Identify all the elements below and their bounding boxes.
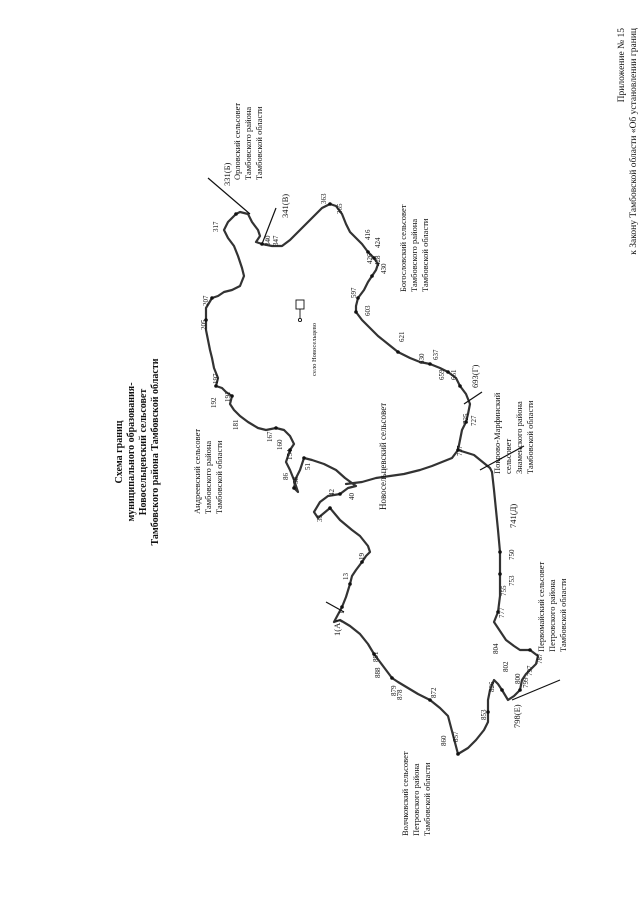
title-line-3: Новосельцевский сельсовет: [138, 388, 149, 516]
junction-label-1a: 1(А): [332, 619, 342, 636]
point-label: 19: [358, 553, 366, 560]
neighbor-andreevsky-line-1: Андреевский сельсовет: [192, 428, 202, 514]
point-label: 597: [350, 287, 358, 298]
neighbor-andreevsky-line-2: Тамбовского района: [203, 440, 213, 514]
point-label: 424: [374, 237, 382, 248]
neighbor-volchkovsky-line-3: Тамбовской области: [422, 762, 432, 836]
neighbor-volchkovsky-line-2: Петровского района: [411, 763, 421, 836]
vertex-dots: [204, 202, 532, 756]
title-line-4: Тамбовского района Тамбовской области: [150, 358, 161, 546]
point-label: 33: [316, 515, 324, 522]
neighbor-pervomaysky-line-2: Петровского района: [547, 579, 557, 652]
neighbor-bogoslovsky-line-3: Тамбовской области: [420, 218, 430, 292]
neighbor-pokrovo-line-4: Тамбовской области: [525, 400, 535, 474]
point-label: 86: [282, 473, 290, 480]
neighbor-pervomaysky-line-1: Первомайский сельсовет: [536, 561, 546, 652]
junction-label-331b: 331(Б): [222, 162, 232, 186]
point-label: 891: [372, 651, 380, 662]
point-label: 755: [500, 585, 508, 596]
village-label: село Новосельцево: [311, 322, 318, 376]
point-label: 347: [272, 235, 280, 246]
point-label: 58: [292, 477, 300, 484]
annex-line-2: к Закону Тамбовской области «Об установлении границ: [629, 28, 639, 255]
neighbor-pervomaysky: [536, 562, 568, 652]
annex-line-1: Приложение № 15: [617, 28, 627, 103]
point-label: 802: [502, 661, 510, 672]
point-label: 727: [470, 415, 478, 426]
point-label: 872: [430, 687, 438, 698]
point-label: 197: [212, 373, 220, 384]
title-line-1: Схема границ: [114, 420, 125, 484]
point-label: 167: [266, 431, 274, 442]
point-label: 154: [286, 449, 294, 460]
point-label: 13: [342, 573, 350, 580]
neighbor-pokrovo-line-1: Покрово-Марфинский: [492, 392, 502, 474]
neighbor-bogoslovsky-line-2: Тамбовского района: [409, 218, 419, 292]
neighbor-bogoslovsky-line-1: Богословский сельсовет: [398, 204, 408, 292]
point-label: 659: [438, 369, 446, 380]
neighbor-pervomaysky-line-3: Тамбовской области: [558, 578, 568, 652]
point-label: 416: [364, 229, 372, 240]
point-label: 804: [492, 643, 500, 654]
point-label: 853: [480, 709, 488, 720]
point-label: 630: [418, 353, 426, 364]
neighbor-andreevsky-line-3: Тамбовской области: [214, 440, 224, 514]
point-label: 603: [364, 305, 372, 316]
point-label: 753: [508, 575, 516, 586]
neighbor-oryol: [232, 103, 264, 180]
point-label: 430: [380, 263, 388, 274]
scheme-title: [114, 358, 161, 545]
point-label: 787: [536, 653, 544, 664]
annex-header: [617, 27, 640, 255]
point-label: 191: [224, 391, 232, 402]
point-label: 365: [336, 203, 344, 214]
point-label: 750: [508, 549, 516, 560]
point-label: 621: [398, 331, 406, 342]
point-label: 857: [452, 731, 460, 742]
point-label: 192: [210, 397, 218, 408]
admin-center-flag-icon: [296, 300, 304, 322]
neighbor-pokrovo-marfinsky: [492, 392, 535, 474]
boundary-line: [206, 204, 538, 754]
junction-label-693g: 693(Г): [470, 364, 480, 388]
point-label: 878: [396, 689, 404, 700]
point-label: 160: [276, 439, 284, 450]
point-label: 637: [432, 349, 440, 360]
point-label: 777: [498, 607, 506, 618]
point-label: 826: [488, 681, 496, 692]
point-label: 888: [374, 667, 382, 678]
neighbor-volchkovsky: [400, 751, 432, 836]
center-territory-label: Новосельцевский сельсовет: [378, 402, 388, 510]
point-label: 181: [232, 419, 240, 430]
point-label: 340: [264, 235, 272, 246]
title-line-2: муниципального образования-: [126, 382, 137, 522]
junction-label-341v: 341(В): [280, 193, 290, 218]
neighbor-pokrovo-line-3: Знаменского района: [514, 401, 524, 474]
point-label: 207: [202, 295, 210, 306]
neighbor-bogoslovsky: [398, 204, 430, 292]
point-label: 661: [450, 369, 458, 380]
point-label: 1: [338, 610, 346, 614]
junction-label-741d: 741(Д): [508, 503, 518, 528]
point-label: 737: [456, 445, 464, 456]
point-label: 800: [514, 673, 522, 684]
neighbor-pokrovo-line-2: сельсовет: [503, 438, 513, 474]
neighbor-oryol-line-1: Орловский сельсовет: [232, 102, 242, 180]
point-label: 725: [462, 413, 470, 424]
neighbor-oryol-line-3: Тамбовской области: [254, 106, 264, 180]
point-label: 42: [328, 489, 336, 496]
point-label: 879: [390, 685, 398, 696]
point-label: 205: [200, 319, 208, 330]
point-label: 317: [212, 221, 220, 232]
point-label: 40: [348, 493, 356, 500]
point-label: 799: [522, 677, 530, 688]
point-label: 51: [304, 463, 312, 470]
point-label: 860: [440, 735, 448, 746]
point-label: 428: [374, 255, 382, 266]
junction-label-798e: 798(Е): [512, 704, 522, 728]
point-label: 797: [526, 665, 534, 676]
neighbor-oryol-line-2: Тамбовского района: [243, 106, 253, 180]
neighbor-volchkovsky-line-1: Волчковский сельсовет: [400, 751, 410, 836]
point-label: 426: [366, 253, 374, 264]
point-label: 363: [320, 193, 328, 204]
neighbor-andreevsky: [192, 429, 224, 514]
